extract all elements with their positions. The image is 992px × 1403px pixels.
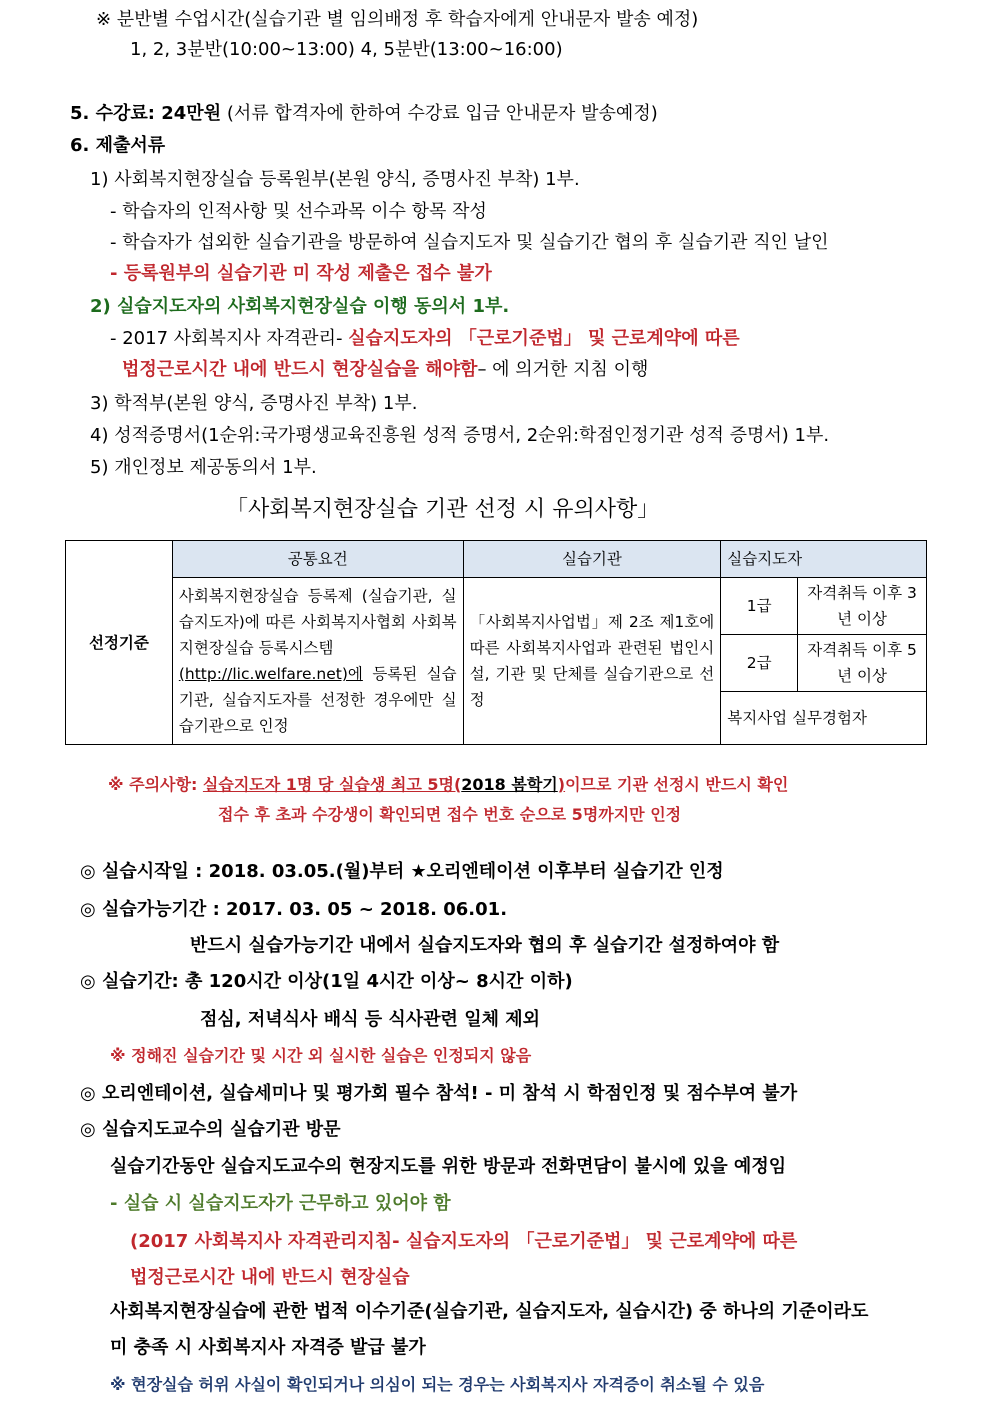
docs-item-1-c: - 등록원부의 실습기관 미 작성 제출은 접수 불가: [110, 263, 492, 284]
docs-item-2-a-prefix: - 2017 사회복지사 자격관리-: [110, 328, 349, 349]
docs-item-2-b-post: – 에 의거한 지침 이행: [477, 359, 649, 380]
docs-item-2-a: [110, 327, 740, 351]
grade-1-cell: 1급: [721, 578, 798, 635]
docs-item-2-b: [122, 358, 648, 382]
caution-underline-2: ): [557, 775, 566, 794]
professor-visit-note: 실습기간동안 실습지도교수의 현장지도를 위한 방문과 전화면담이 불시에 있을 예정임: [110, 1156, 787, 1177]
caution-post: 이므로 기관 선정시 반드시 확인: [565, 775, 789, 794]
docs-item-5: 5) 개인정보 제공동의서 1부.: [90, 457, 317, 478]
common-requirement-post: 등록된 실습기관, 실습지도자를 선정한 경우에만 실습기관으로 인정: [178, 665, 457, 735]
docs-item-1-a: - 학습자의 인적사항 및 선수과목 이수 항목 작성: [110, 201, 487, 222]
fee-note: (서류 합격자에 한하여 수강료 입금 안내문자 발송예정): [221, 103, 658, 124]
row-label-criteria: 선정기준: [66, 541, 173, 745]
docs-item-4: 4) 성적증명서(1순위:국가평생교육진흥원 성적 증명서, 2순위:학점인정기관 성적 증명서) 1부.: [90, 425, 830, 446]
docs-item-3: 3) 학적부(본원 양식, 증명사진 부착) 1부.: [90, 393, 418, 414]
institution-cell: 「사회복지사업법」제 2조 제1호에 따른 사회복지사업과 관련된 법인시설, 기관 및 단체를 실습기관으로 선정: [463, 578, 721, 745]
docs-item-1-b: - 학습자가 섭외한 실습기관을 방문하여 실습지도자 및 실습기간 협의 후 실습기관 직인 날인: [110, 232, 829, 253]
header-institution: 실습기관: [463, 541, 721, 578]
grade-2-cell: 2급: [721, 635, 798, 692]
caution-line-1: [108, 774, 788, 796]
header-common: 공통요건: [172, 541, 463, 578]
table-header-row: [66, 541, 927, 578]
guideline-red-1: (2017 사회복지사 자격관리지침- 실습지도자의 「근로기준법」 및 근로계약에 따른: [130, 1231, 798, 1252]
section-title: 「사회복지현장실습 기관 선정 시 유의사항」: [226, 497, 660, 522]
common-requirement-cell: [172, 578, 463, 745]
header-supervisor: 실습지도자: [721, 541, 927, 578]
class-schedule-times: 1, 2, 3분반(10:00~13:00) 4, 5분반(13:00~16:00): [130, 39, 563, 60]
fee-label: 5. 수강료: 24만원: [70, 103, 222, 124]
legal-requirement-2: 미 충족 시 사회복지사 자격증 발급 불가: [110, 1337, 426, 1358]
guideline-red-2: 법정근로시간 내에 반드시 현장실습: [130, 1267, 410, 1288]
docs-item-1: 1) 사회복지현장실습 등록원부(본원 양식, 증명사진 부착) 1부.: [90, 169, 580, 190]
experience-cell: 복지사업 실무경험자: [721, 692, 927, 745]
caution-prefix: ※ 주의사항:: [108, 775, 203, 794]
docs-item-2-b-red: 법정근로시간 내에 반드시 현장실습을 해야함: [122, 359, 478, 380]
practice-period-note: 반드시 실습가능기간 내에서 실습지도자와 협의 후 실습기간 설정하여야 함: [190, 935, 780, 956]
criteria-table: [65, 540, 927, 745]
orientation-required: ◎ 오리엔테이션, 실습세미나 및 평가회 필수 참석! - 미 참석 시 학점인정 및 점수부여 불가: [80, 1083, 798, 1104]
practice-hours: ◎ 실습기간: 총 120시간 이상(1일 4시간 이상~ 8시간 이하): [80, 971, 573, 992]
common-requirement-text: 사회복지현장실습 등록제 (실습기관, 실습지도자)에 따른 사회복지사협회 사회복지현장실습 등록시스템: [178, 587, 457, 657]
table-row: [66, 578, 927, 635]
practice-period: ◎ 실습가능기간 : 2017. 03. 05 ~ 2018. 06.01.: [80, 899, 508, 920]
grade-1-requirement: 자격취득 이후 3년 이상: [798, 578, 927, 635]
caution-semester: 2018 봄학기: [461, 775, 558, 794]
class-schedule-note: ※ 분반별 수업시간(실습기관 별 임의배정 후 학습자에게 안내문자 발송 예정): [96, 9, 699, 30]
grade-2-requirement: 자격취득 이후 5년 이상: [798, 635, 927, 692]
practice-start-date: ◎ 실습시작일 : 2018. 03.05.(월)부터 ★오리엔테이션 이후부터 실습기간 인정: [80, 861, 724, 882]
supervisor-on-duty-note: - 실습 시 실습지도자가 근무하고 있어야 함: [110, 1193, 451, 1214]
caution-underline-1: 실습지도자 1명 당 실습생 최고 5명(: [202, 775, 462, 794]
docs-heading: 6. 제출서류: [70, 135, 166, 156]
caution-line-2: 접수 후 초과 수강생이 확인되면 접수 번호 순으로 5명까지만 인정: [218, 805, 682, 824]
practice-hours-warning: ※ 정해진 실습기간 및 시간 외 실시한 실습은 인정되지 않음: [110, 1046, 532, 1065]
professor-visit-heading: ◎ 실습지도교수의 실습기관 방문: [80, 1119, 341, 1140]
docs-item-2: 2) 실습지도자의 사회복지현장실습 이행 동의서 1부.: [90, 296, 510, 317]
legal-requirement-1: 사회복지현장실습에 관한 법적 이수기준(실습기관, 실습지도자, 실습시간) 중 하나의 기준이라도: [110, 1301, 869, 1322]
registration-system-link[interactable]: (http://lic.welfare.net)에: [178, 665, 363, 683]
docs-item-2-a-red: 실습지도자의 「근로기준법」 및 근로계약에 따른: [348, 328, 740, 349]
final-warning: ※ 현장실습 허위 사실이 확인되거나 의심이 되는 경우는 사회복지사 자격증이 취소될 수 있음: [110, 1375, 765, 1394]
fee-line: [70, 102, 658, 126]
practice-hours-note: 점심, 저녁식사 배식 등 식사관련 일체 제외: [200, 1009, 541, 1030]
